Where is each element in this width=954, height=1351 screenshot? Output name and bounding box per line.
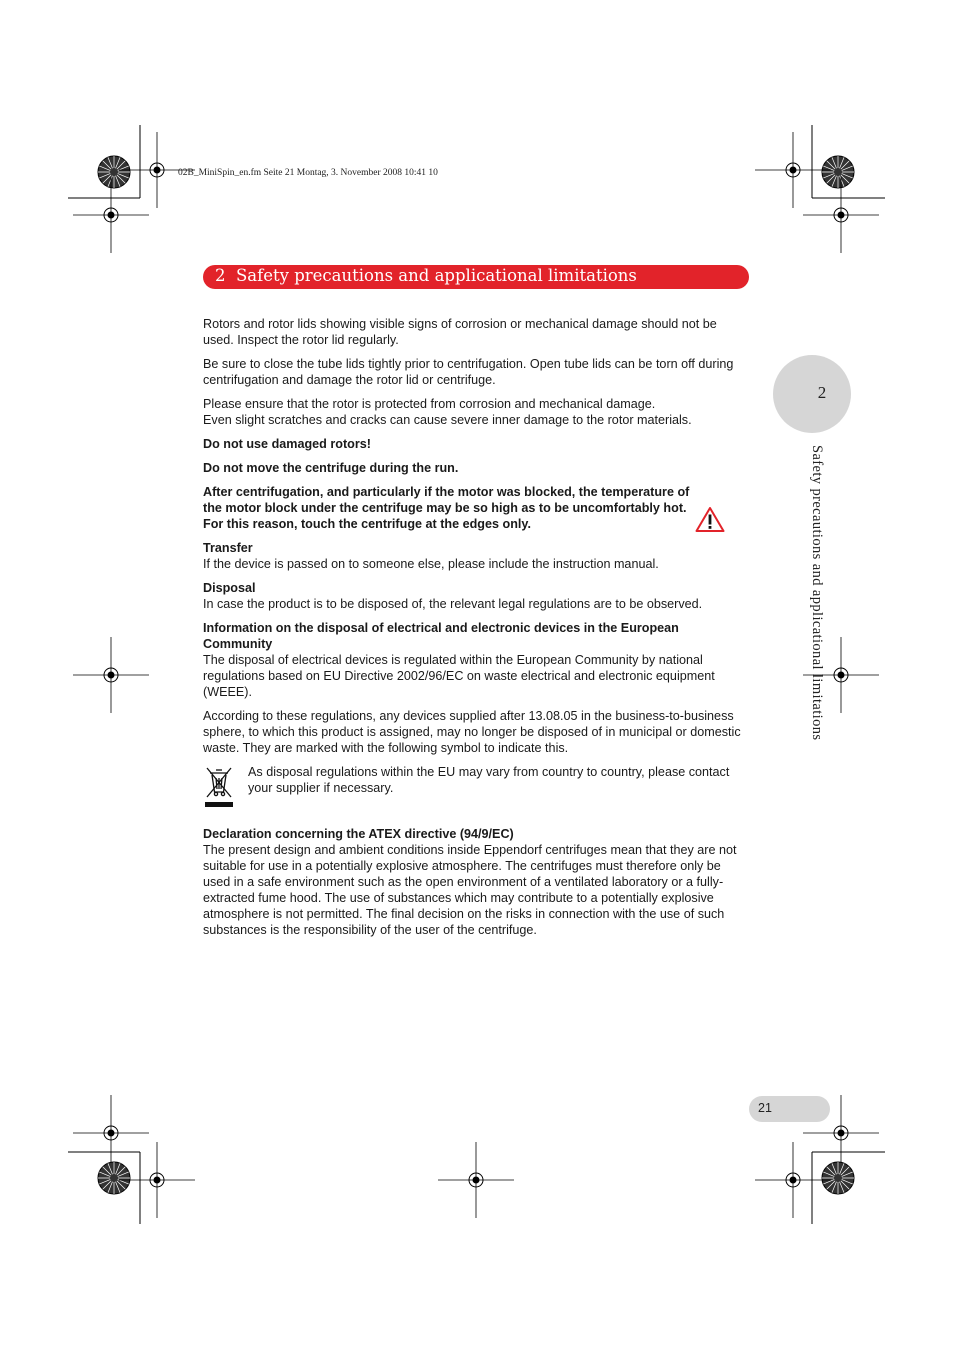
transfer-heading: Transfer: [203, 541, 253, 555]
chapter-side-title: Safety precautions and applicational limitations: [809, 445, 825, 741]
page-number-tab: [749, 1096, 830, 1122]
print-header-line: 02B_MiniSpin_en.fm Seite 21 Montag, 3. November 2008 10:41 10: [178, 168, 438, 178]
transfer-text: If the device is passed on to someone else, please include the instruction manual.: [203, 557, 659, 571]
atex-text: The present design and ambient conditions inside Eppendorf centrifuges mean that they are not suitable for use in a potentially explosive atmosphere. The centrifuges must therefore only be used in a safe environment such as the open environment of a ventilated laboratory or a fully-extracted fume hood. The use of substances which may contribute to a potentially explosive atmosphere is not permitted. The final decision on the risks in connection with the use of such substances is the responsibility of the user of the centrifuge.: [203, 843, 737, 937]
disposal-text: In case the product is to be disposed of, the relevant legal regulations are to be observed.: [203, 597, 703, 611]
chapter-tab: [773, 355, 851, 433]
paragraph-corrosion-line2: Even slight scratches and cracks can cause severe inner damage to the rotor materials.: [203, 413, 692, 427]
chapter-title-bar: [203, 265, 749, 289]
atex-heading: Declaration concerning the ATEX directive (94/9/EC): [203, 827, 514, 841]
chapter-title-text: Safety precautions and applicational limitations: [236, 266, 637, 285]
paragraph-tube-lids: Be sure to close the tube lids tightly prior to centrifugation. Open tube lids can be torn off during centrifugation and damage the rotor lid or centrifuge.: [203, 357, 734, 387]
section-weee: [203, 620, 749, 700]
weee-text-2: According to these regulations, any devices supplied after 13.08.05 in the business-to-business sphere, to which this product is assigned, may no longer be disposed of in municipal or domestic waste. They are marked with the following symbol to indicate this.: [203, 709, 741, 755]
warning-hot-motor-block: After centrifugation, and particularly if the motor was blocked, the temperature of the motor block under the centrifuge may be so high as to be uncomfortably hot. For this reason, touch the centrifuge at the edges only.: [203, 485, 690, 531]
warning-triangle-icon: [695, 506, 725, 533]
section-atex: [203, 826, 749, 938]
page-number: 21: [758, 1101, 772, 1115]
warning-do-not-move: Do not move the centrifuge during the run.: [203, 461, 459, 475]
weee-text-1: The disposal of electrical devices is regulated within the European Community by national regulations based on EU Directive 2002/96/EC on waste electrical and electronic equipment (WEEE).: [203, 653, 715, 699]
weee-symbol-note: [203, 764, 749, 812]
weee-note-text: As disposal regulations within the EU may vary from country to country, please contact your supplier if necessary.: [248, 765, 730, 795]
chapter-tab-number: 2: [817, 383, 827, 402]
crossed-out-wheelie-bin-icon: [205, 766, 233, 808]
weee-heading: Information on the disposal of electrical and electronic devices in the European Community: [203, 621, 679, 651]
section-disposal: [203, 580, 749, 612]
paragraph-corrosion: [203, 396, 749, 428]
warning-damaged-rotors: Do not use damaged rotors!: [203, 437, 371, 451]
page-content: [203, 316, 749, 938]
disposal-heading: Disposal: [203, 581, 256, 595]
section-transfer: [203, 540, 749, 572]
paragraph-rotor-damage: Rotors and rotor lids showing visible signs of corrosion or mechanical damage should not be used. Inspect the rotor lid regularly.: [203, 317, 717, 347]
chapter-number: 2: [215, 266, 226, 285]
paragraph-corrosion-line1: Please ensure that the rotor is protected from corrosion and mechanical damage.: [203, 397, 656, 411]
chapter-title: [215, 266, 637, 285]
